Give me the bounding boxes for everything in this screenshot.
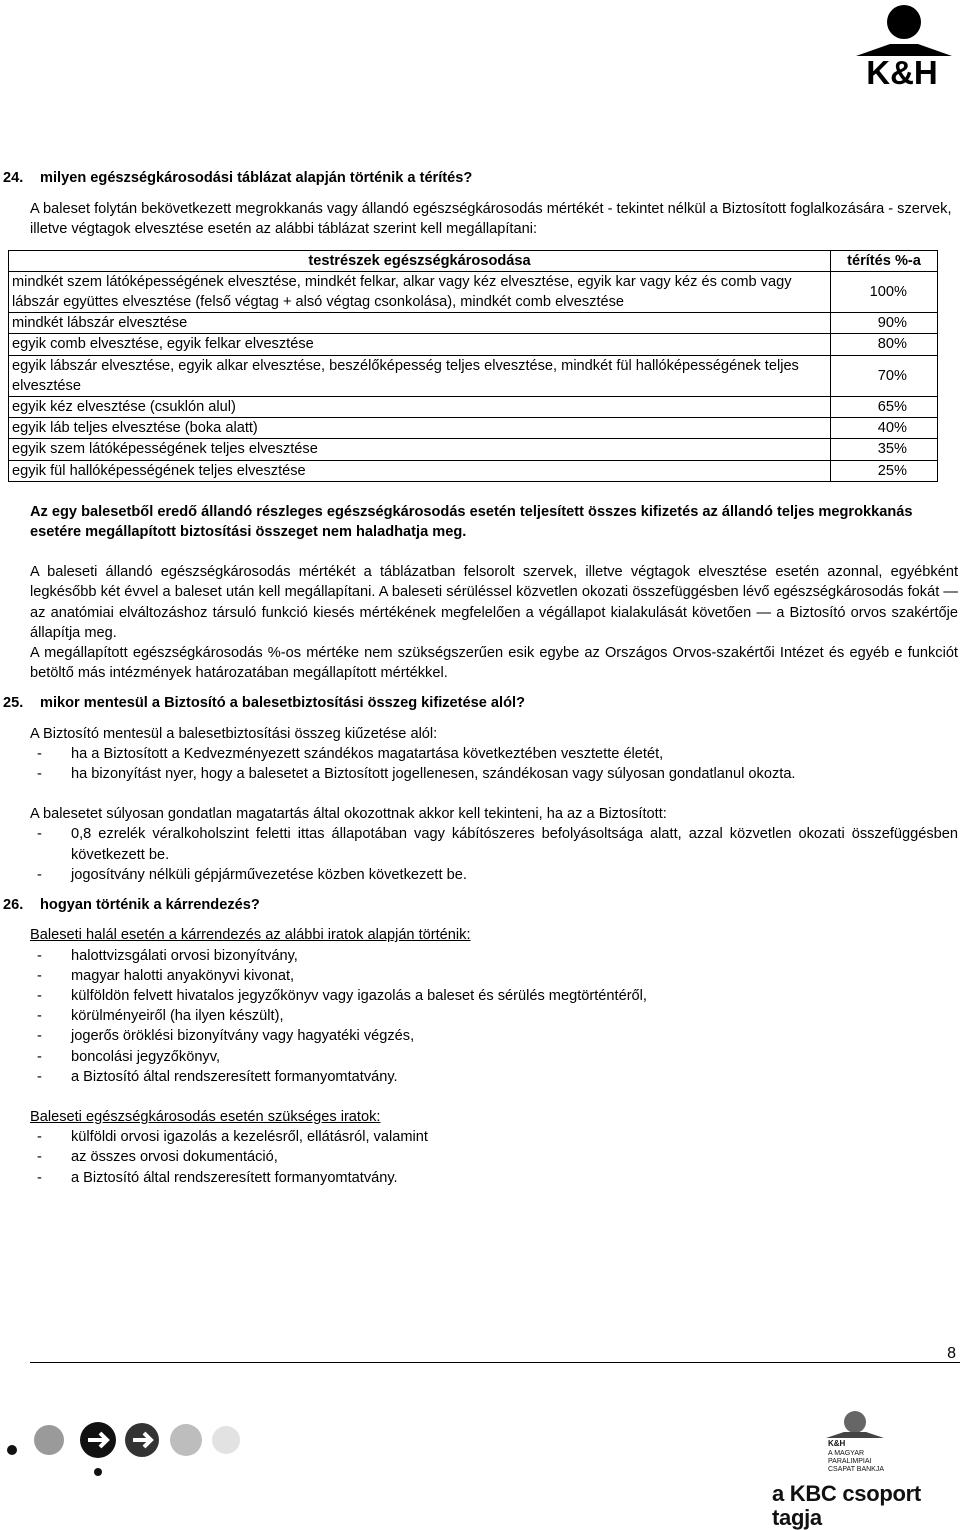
row-description: egyik szem látóképességének teljes elvesztése xyxy=(9,439,831,460)
disability-table xyxy=(8,250,938,482)
payout-limit-note: Az egy balesetből eredő állandó részleges egészségkárosodás esetén teljesített összes kifizetés az állandó teljes megrokkanás esetére megállapított biztosítási összeget nem haladhatja meg. xyxy=(30,503,913,541)
badge-line-4: CSAPAT BANKJA xyxy=(828,1466,885,1473)
badge-line-2: A MAGYAR xyxy=(828,1450,865,1457)
kbc-tagline: a KBC csoport tagja xyxy=(772,1481,921,1530)
q24-paragraph-2: A megállapított egészségkárosodás %-os mértéke nem szükségszerűen esik egybe az Országos Orvos-szakértői Intézet és egyéb e funkciót betöltő más intézmények határozatában megállapított mértékkel. xyxy=(30,645,958,682)
document-body xyxy=(3,168,958,1188)
injury-docs-heading: Baleseti egészségkárosodás esetén szükséges iratok: xyxy=(30,1108,381,1125)
logo-text: K&H xyxy=(866,54,938,90)
paralympic-badge xyxy=(820,1408,890,1478)
list-item: - halottvizsgálati orvosi bizonyítvány, xyxy=(30,946,958,966)
page-number: 8 xyxy=(947,1345,956,1362)
footer-nav-icons xyxy=(6,1410,256,1480)
row-percent: 80% xyxy=(831,334,938,355)
table-row xyxy=(9,397,938,418)
question-26-heading xyxy=(3,895,931,915)
q25-intro: A Biztosító mentesül a balesetbiztosítási összeg kiűzetése alól: xyxy=(30,725,438,742)
list-item: - az összes orvosi dokumentáció, xyxy=(30,1147,958,1167)
list-item: - a Biztosító által rendszeresített formanyomtatvány. xyxy=(30,1168,958,1188)
column-header-percent: térítés %-a xyxy=(831,250,938,271)
kh-logo-graphic xyxy=(846,0,958,90)
row-description: egyik comb elvesztése, egyik felkar elvesztése xyxy=(9,334,831,355)
table-row xyxy=(9,418,938,439)
list-item: - ha bizonyítást nyer, hogy a balesetet a Biztosított jogellenesen, szándékosan vagy súlyosan gondatlanul okozta. xyxy=(30,764,958,784)
table-row xyxy=(9,271,938,312)
question-number: 25. xyxy=(3,695,24,712)
list-item: - körülményeiről (ha ilyen készült), xyxy=(30,1006,958,1026)
table-row xyxy=(9,355,938,396)
list-item: - a Biztosító által rendszeresített formanyomtatvány. xyxy=(30,1067,958,1087)
exemption-list xyxy=(30,744,958,784)
table-row xyxy=(9,334,938,355)
row-description: mindkét lábszár elvesztése xyxy=(9,313,831,334)
row-percent: 25% xyxy=(831,460,938,481)
row-description: mindkét szem látóképességének elvesztése, mindkét felkar, alkar vagy kéz elvesztése, egyik kar vagy kéz és comb vagy lábszár együttes elvesztése (felső végtag + alsó végtag csonkolása), mindkét comb elvesztése xyxy=(9,271,831,312)
row-percent: 70% xyxy=(831,355,938,396)
row-percent: 100% xyxy=(831,271,938,312)
list-item: - jogosítvány nélküli gépjárművezetése közben következett be. xyxy=(30,865,958,885)
row-percent: 65% xyxy=(831,397,938,418)
question-title: mikor mentesül a Biztosító a balesetbiztosítási összeg kifizetése alól? xyxy=(40,695,525,712)
arrow-circles-graphic xyxy=(6,1410,256,1480)
negligence-list xyxy=(30,824,958,885)
kh-logo xyxy=(846,0,958,90)
q24-paragraph-1: A baleseti állandó egészségkárosodás mértékét a táblázatban felsorolt szervek, illetve végtagok elvesztése esetén azonnal, egyébként legkésőbb két évvel a baleset után kell megállapítani. A baleseti sérüléssel közvetlen okozati összefüggésben lévő egészségkárosodás fokát — az anatómiai elváltozáshoz társuló funkció kiesés mértékének megfelelően a végállapot kialakulását követően — a Biztosító orvos szakértője állapítja meg. xyxy=(30,564,958,641)
row-description: egyik fül hallóképességének teljes elvesztése xyxy=(9,460,831,481)
badge-graphic xyxy=(820,1408,890,1478)
question-number: 26. xyxy=(3,897,24,914)
death-docs-heading: Baleseti halál esetén a kárrendezés az alábbi iratok alapján történik: xyxy=(30,927,471,944)
question-title: milyen egészségkárosodási táblázat alapján történik a térítés? xyxy=(40,170,473,186)
list-item: - 0,8 ezrelék véralkoholszint feletti ittas állapotában vagy kábítószeres befolyásoltsága alatt, azzal közvetlen okozati összefüggésben következett be. xyxy=(30,824,958,864)
list-item: - külföldön felvett hivatalos jegyzőkönyv vagy igazolás a baleset és sérülés megtörténtéről, xyxy=(30,986,958,1006)
question-title: hogyan történik a kárrendezés? xyxy=(40,897,260,914)
list-item: - magyar halotti anyakönyvi kivonat, xyxy=(30,966,958,986)
table-row xyxy=(9,313,938,334)
row-percent: 35% xyxy=(831,439,938,460)
table-row xyxy=(9,460,938,481)
q25-intro-2: A balesetet súlyosan gondatlan magatartás által okozottnak akkor kell tekinteni, ha az a Biztosított: xyxy=(30,806,667,823)
death-docs-list xyxy=(30,946,958,1087)
injury-docs-list xyxy=(30,1127,958,1188)
column-header-body-part: testrészek egészségkárosodása xyxy=(9,250,831,271)
row-description: egyik lábszár elvesztése, egyik alkar elvesztése, beszélőképesség teljes elvesztése, mindkét fül hallóképességének teljes elvesztése xyxy=(9,355,831,396)
question-number: 24. xyxy=(3,170,24,186)
list-item: - jogerős öröklési bizonyítvány vagy hagyatéki végzés, xyxy=(30,1026,958,1046)
q24-intro: A baleset folytán bekövetkezett megrokkanás vagy állandó egészségkárosodás mértékét - tekintet nélkül a Biztosított foglalkozására - szervek, illetve végtagok elvesztése esetén az alábbi táblázat szerint kell megállapítani: xyxy=(30,201,952,238)
row-percent: 90% xyxy=(831,313,938,334)
table-header-row xyxy=(9,250,938,271)
footer-divider xyxy=(30,1362,960,1363)
badge-line-3: PARALIMPIAI xyxy=(828,1458,872,1465)
list-item: - boncolási jegyzőkönyv, xyxy=(30,1047,958,1067)
row-description: egyik láb teljes elvesztése (boka alatt) xyxy=(9,418,831,439)
table-row xyxy=(9,439,938,460)
list-item: - külföldi orvosi igazolás a kezelésről, ellátásról, valamint xyxy=(30,1127,958,1147)
list-item: - ha a Biztosított a Kedvezményezett szándékos magatartása következtében vesztette életét, xyxy=(30,744,958,764)
row-description: egyik kéz elvesztése (csuklón alul) xyxy=(9,397,831,418)
question-24-heading xyxy=(3,168,931,188)
badge-line-1: K&H xyxy=(828,1439,846,1448)
question-25-heading xyxy=(3,693,931,713)
row-percent: 40% xyxy=(831,418,938,439)
